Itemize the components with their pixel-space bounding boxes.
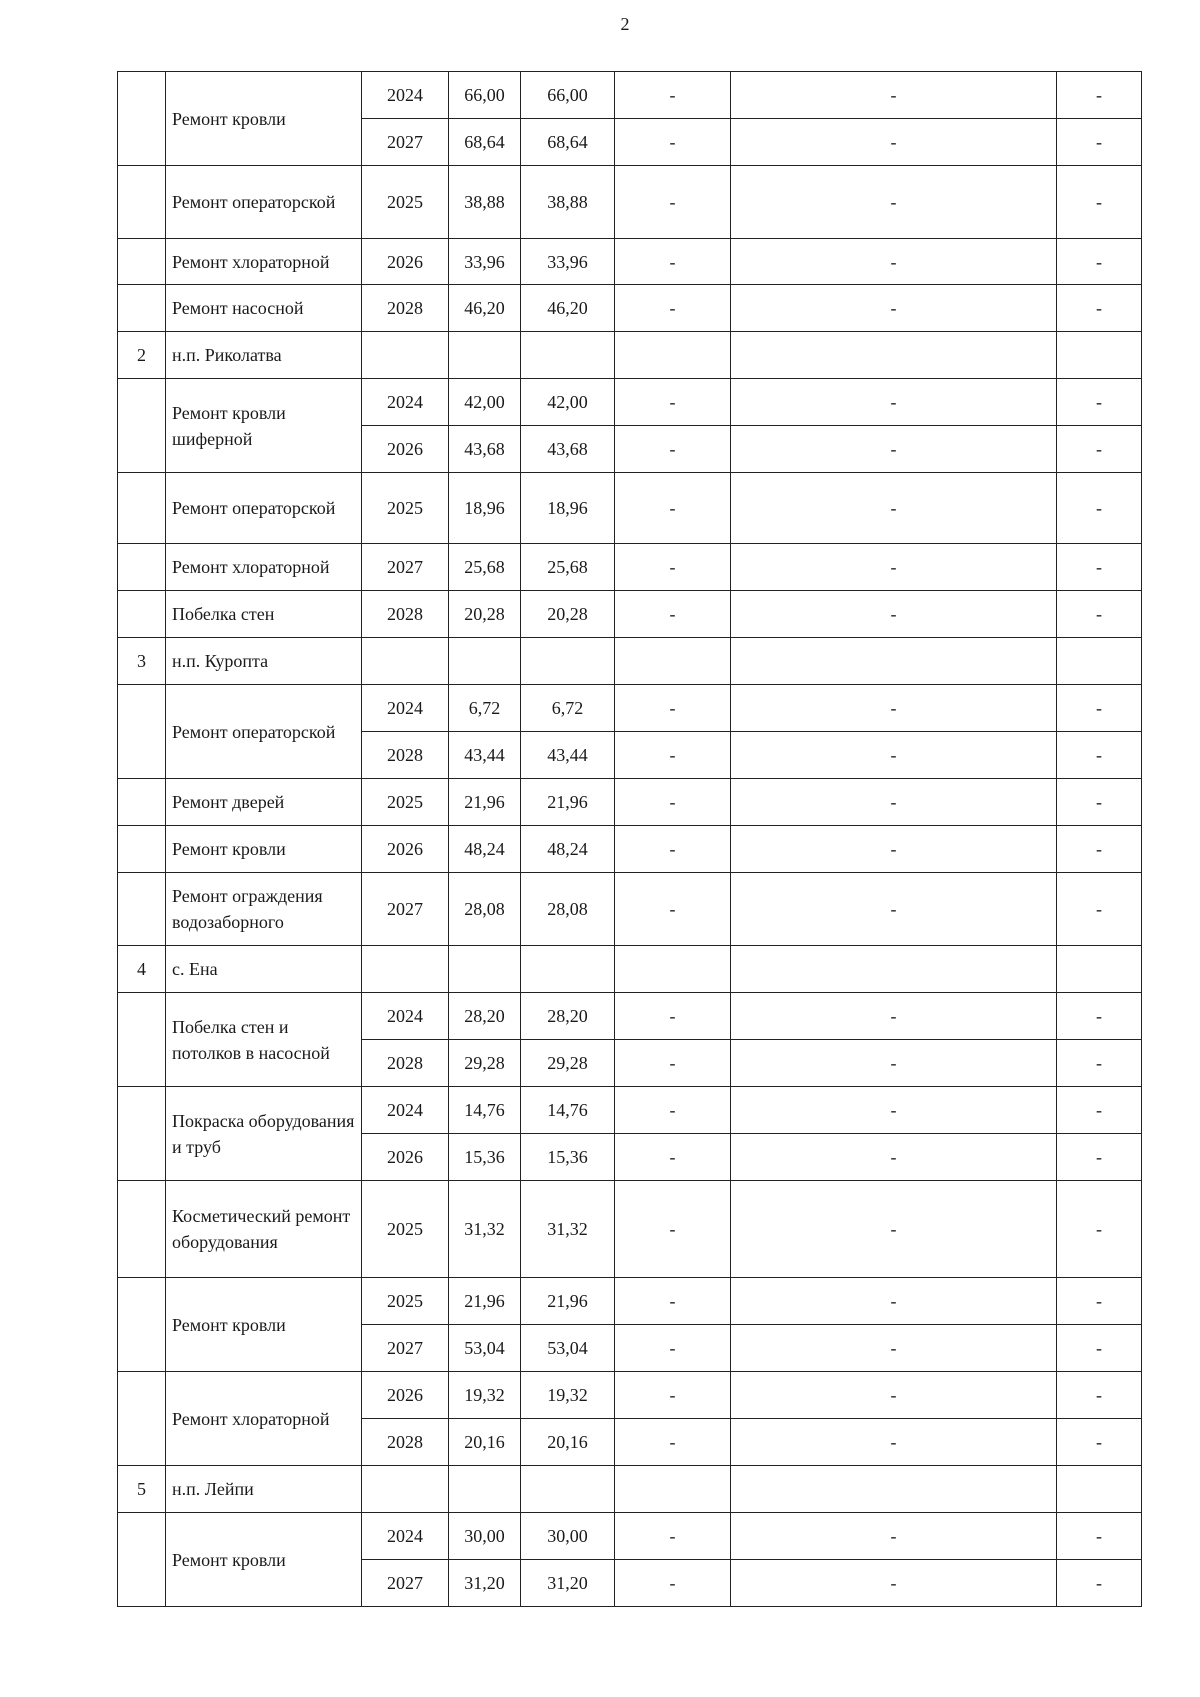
cost-total-cell: 42,00	[521, 379, 615, 426]
work-description: Ремонт операторской	[166, 166, 362, 239]
table-row	[118, 1372, 1142, 1419]
year-cell: 2025	[362, 779, 449, 826]
cost-total-cell: 30,00	[521, 1513, 615, 1560]
empty-cell	[615, 332, 731, 379]
empty-value-cell: -	[615, 119, 731, 166]
row-number	[118, 166, 166, 239]
row-number	[118, 239, 166, 285]
cost-cell: 48,24	[449, 826, 521, 873]
cost-cell: 31,32	[449, 1181, 521, 1278]
table-row	[118, 1513, 1142, 1560]
work-description: Ремонт хлораторной	[166, 239, 362, 285]
empty-value-cell: -	[615, 72, 731, 119]
year-cell: 2027	[362, 544, 449, 591]
empty-cell	[615, 946, 731, 993]
page-number: 2	[620, 14, 630, 34]
table-row	[118, 1087, 1142, 1134]
cost-cell: 18,96	[449, 473, 521, 544]
empty-value-cell: -	[1057, 426, 1142, 473]
year-cell: 2024	[362, 72, 449, 119]
empty-value-cell: -	[1057, 1181, 1142, 1278]
work-description: Ремонт хлораторной	[166, 1372, 362, 1466]
table-row	[118, 239, 1142, 285]
work-description: Ремонт кровли шиферной	[166, 379, 362, 473]
row-number: 4	[118, 946, 166, 993]
cost-cell: 43,44	[449, 732, 521, 779]
cost-total-cell: 20,28	[521, 591, 615, 638]
empty-cell	[362, 1466, 449, 1513]
empty-value-cell: -	[731, 685, 1057, 732]
empty-value-cell: -	[615, 993, 731, 1040]
cost-total-cell: 48,24	[521, 826, 615, 873]
settlement-name: н.п. Лейпи	[166, 1466, 362, 1513]
empty-value-cell: -	[615, 1560, 731, 1607]
empty-value-cell: -	[1057, 1560, 1142, 1607]
cost-total-cell: 31,20	[521, 1560, 615, 1607]
table-row	[118, 1181, 1142, 1278]
empty-value-cell: -	[731, 119, 1057, 166]
row-number	[118, 1372, 166, 1466]
empty-value-cell: -	[731, 544, 1057, 591]
empty-cell	[1057, 946, 1142, 993]
row-number: 3	[118, 638, 166, 685]
empty-value-cell: -	[615, 1513, 731, 1560]
empty-value-cell: -	[731, 826, 1057, 873]
cost-cell: 33,96	[449, 239, 521, 285]
empty-value-cell: -	[731, 1278, 1057, 1325]
cost-total-cell: 38,88	[521, 166, 615, 239]
year-cell: 2027	[362, 873, 449, 946]
cost-total-cell: 15,36	[521, 1134, 615, 1181]
empty-cell	[521, 1466, 615, 1513]
cost-cell: 30,00	[449, 1513, 521, 1560]
work-description: Ремонт кровли	[166, 72, 362, 166]
cost-cell: 6,72	[449, 685, 521, 732]
cost-cell: 38,88	[449, 166, 521, 239]
empty-value-cell: -	[1057, 1087, 1142, 1134]
empty-value-cell: -	[731, 732, 1057, 779]
empty-cell	[731, 946, 1057, 993]
cost-total-cell: 66,00	[521, 72, 615, 119]
empty-cell	[449, 332, 521, 379]
empty-value-cell: -	[1057, 1419, 1142, 1466]
empty-value-cell: -	[1057, 72, 1142, 119]
empty-value-cell: -	[1057, 685, 1142, 732]
row-number	[118, 993, 166, 1087]
empty-value-cell: -	[615, 1325, 731, 1372]
empty-value-cell: -	[731, 1181, 1057, 1278]
work-description: Ремонт кровли	[166, 826, 362, 873]
empty-value-cell: -	[615, 1087, 731, 1134]
cost-total-cell: 28,20	[521, 993, 615, 1040]
empty-value-cell: -	[1057, 1040, 1142, 1087]
empty-value-cell: -	[615, 1134, 731, 1181]
cost-total-cell: 28,08	[521, 873, 615, 946]
empty-value-cell: -	[615, 732, 731, 779]
empty-value-cell: -	[1057, 873, 1142, 946]
year-cell: 2026	[362, 1372, 449, 1419]
work-description: Ремонт хлораторной	[166, 544, 362, 591]
empty-value-cell: -	[1057, 732, 1142, 779]
empty-cell	[731, 1466, 1057, 1513]
empty-value-cell: -	[615, 873, 731, 946]
empty-value-cell: -	[615, 1181, 731, 1278]
empty-value-cell: -	[615, 285, 731, 332]
row-number	[118, 1513, 166, 1607]
row-number	[118, 826, 166, 873]
row-number	[118, 379, 166, 473]
table-body	[118, 72, 1142, 1607]
cost-cell: 68,64	[449, 119, 521, 166]
cost-total-cell: 14,76	[521, 1087, 615, 1134]
year-cell: 2024	[362, 1513, 449, 1560]
empty-cell	[731, 638, 1057, 685]
cost-cell: 28,08	[449, 873, 521, 946]
cost-cell: 15,36	[449, 1134, 521, 1181]
cost-cell: 21,96	[449, 779, 521, 826]
empty-cell	[521, 946, 615, 993]
cost-total-cell: 18,96	[521, 473, 615, 544]
row-number	[118, 685, 166, 779]
work-description: Покраска оборудования и труб	[166, 1087, 362, 1181]
row-number	[118, 1278, 166, 1372]
row-number	[118, 72, 166, 166]
empty-value-cell: -	[1057, 473, 1142, 544]
row-number	[118, 544, 166, 591]
row-number: 2	[118, 332, 166, 379]
work-description: Ремонт кровли	[166, 1278, 362, 1372]
section-row	[118, 946, 1142, 993]
year-cell: 2025	[362, 473, 449, 544]
empty-value-cell: -	[731, 473, 1057, 544]
year-cell: 2028	[362, 1419, 449, 1466]
empty-value-cell: -	[615, 826, 731, 873]
table-row	[118, 1278, 1142, 1325]
cost-cell: 28,20	[449, 993, 521, 1040]
empty-cell	[1057, 332, 1142, 379]
empty-value-cell: -	[731, 426, 1057, 473]
empty-value-cell: -	[731, 1325, 1057, 1372]
year-cell: 2027	[362, 119, 449, 166]
empty-value-cell: -	[615, 591, 731, 638]
empty-value-cell: -	[615, 1372, 731, 1419]
row-number: 5	[118, 1466, 166, 1513]
settlement-name: н.п. Куропта	[166, 638, 362, 685]
empty-value-cell: -	[615, 379, 731, 426]
year-cell: 2025	[362, 1181, 449, 1278]
empty-value-cell: -	[615, 1040, 731, 1087]
cost-cell: 66,00	[449, 72, 521, 119]
empty-value-cell: -	[731, 1372, 1057, 1419]
work-description: Ремонт операторской	[166, 685, 362, 779]
empty-value-cell: -	[1057, 1278, 1142, 1325]
cost-cell: 53,04	[449, 1325, 521, 1372]
empty-cell	[731, 332, 1057, 379]
year-cell: 2025	[362, 1278, 449, 1325]
work-description: Ремонт ограждения водозаборного	[166, 873, 362, 946]
table-row	[118, 591, 1142, 638]
empty-value-cell: -	[615, 779, 731, 826]
cost-cell: 43,68	[449, 426, 521, 473]
empty-cell	[449, 638, 521, 685]
empty-cell	[1057, 638, 1142, 685]
table-row	[118, 544, 1142, 591]
empty-cell	[1057, 1466, 1142, 1513]
work-description: Ремонт насосной	[166, 285, 362, 332]
cost-total-cell: 21,96	[521, 779, 615, 826]
empty-value-cell: -	[731, 379, 1057, 426]
cost-total-cell: 33,96	[521, 239, 615, 285]
row-number	[118, 473, 166, 544]
empty-cell	[362, 638, 449, 685]
empty-value-cell: -	[731, 1560, 1057, 1607]
empty-value-cell: -	[731, 239, 1057, 285]
year-cell: 2024	[362, 685, 449, 732]
maintenance-budget-table	[117, 71, 1142, 1607]
year-cell: 2024	[362, 379, 449, 426]
table-row	[118, 473, 1142, 544]
cost-total-cell: 6,72	[521, 685, 615, 732]
row-number	[118, 779, 166, 826]
empty-value-cell: -	[731, 591, 1057, 638]
table-row	[118, 779, 1142, 826]
row-number	[118, 591, 166, 638]
cost-total-cell: 20,16	[521, 1419, 615, 1466]
year-cell: 2028	[362, 1040, 449, 1087]
empty-value-cell: -	[615, 473, 731, 544]
empty-cell	[362, 946, 449, 993]
year-cell: 2027	[362, 1325, 449, 1372]
section-row	[118, 638, 1142, 685]
cost-total-cell: 29,28	[521, 1040, 615, 1087]
empty-value-cell: -	[615, 1419, 731, 1466]
empty-value-cell: -	[731, 873, 1057, 946]
table-row	[118, 873, 1142, 946]
empty-value-cell: -	[731, 1040, 1057, 1087]
cost-cell: 42,00	[449, 379, 521, 426]
empty-value-cell: -	[615, 544, 731, 591]
empty-value-cell: -	[1057, 544, 1142, 591]
empty-value-cell: -	[1057, 166, 1142, 239]
settlement-name: н.п. Риколатва	[166, 332, 362, 379]
empty-value-cell: -	[615, 166, 731, 239]
year-cell: 2026	[362, 239, 449, 285]
cost-cell: 14,76	[449, 1087, 521, 1134]
work-description: Побелка стен	[166, 591, 362, 638]
cost-cell: 29,28	[449, 1040, 521, 1087]
empty-value-cell: -	[1057, 1513, 1142, 1560]
cost-total-cell: 43,44	[521, 732, 615, 779]
table-row	[118, 826, 1142, 873]
work-description: Побелка стен и потолков в насосной	[166, 993, 362, 1087]
empty-cell	[449, 946, 521, 993]
section-row	[118, 1466, 1142, 1513]
empty-value-cell: -	[731, 166, 1057, 239]
empty-value-cell: -	[1057, 993, 1142, 1040]
cost-total-cell: 43,68	[521, 426, 615, 473]
settlement-name: с. Ена	[166, 946, 362, 993]
table-row	[118, 379, 1142, 426]
cost-total-cell: 46,20	[521, 285, 615, 332]
cost-cell: 20,16	[449, 1419, 521, 1466]
year-cell: 2025	[362, 166, 449, 239]
section-row	[118, 332, 1142, 379]
cost-total-cell: 68,64	[521, 119, 615, 166]
empty-cell	[521, 332, 615, 379]
empty-value-cell: -	[731, 1087, 1057, 1134]
empty-value-cell: -	[1057, 779, 1142, 826]
empty-value-cell: -	[731, 779, 1057, 826]
cost-total-cell: 31,32	[521, 1181, 615, 1278]
empty-value-cell: -	[1057, 119, 1142, 166]
empty-value-cell: -	[731, 1134, 1057, 1181]
year-cell: 2027	[362, 1560, 449, 1607]
cost-total-cell: 53,04	[521, 1325, 615, 1372]
year-cell: 2028	[362, 591, 449, 638]
row-number	[118, 1181, 166, 1278]
empty-cell	[449, 1466, 521, 1513]
cost-cell: 21,96	[449, 1278, 521, 1325]
empty-cell	[615, 638, 731, 685]
row-number	[118, 873, 166, 946]
work-description: Косметический ремонт оборудования	[166, 1181, 362, 1278]
work-description: Ремонт операторской	[166, 473, 362, 544]
empty-value-cell: -	[615, 426, 731, 473]
empty-value-cell: -	[1057, 1134, 1142, 1181]
year-cell: 2028	[362, 285, 449, 332]
empty-value-cell: -	[1057, 379, 1142, 426]
empty-cell	[521, 638, 615, 685]
empty-value-cell: -	[1057, 285, 1142, 332]
cost-total-cell: 19,32	[521, 1372, 615, 1419]
empty-value-cell: -	[731, 285, 1057, 332]
work-description: Ремонт дверей	[166, 779, 362, 826]
empty-value-cell: -	[615, 685, 731, 732]
row-number	[118, 285, 166, 332]
empty-cell	[615, 1466, 731, 1513]
empty-value-cell: -	[731, 993, 1057, 1040]
empty-value-cell: -	[731, 1513, 1057, 1560]
cost-cell: 25,68	[449, 544, 521, 591]
table-row	[118, 685, 1142, 732]
year-cell: 2028	[362, 732, 449, 779]
table-row	[118, 72, 1142, 119]
table-row	[118, 285, 1142, 332]
cost-cell: 46,20	[449, 285, 521, 332]
table-row	[118, 166, 1142, 239]
year-cell: 2026	[362, 426, 449, 473]
year-cell: 2026	[362, 826, 449, 873]
empty-value-cell: -	[1057, 1325, 1142, 1372]
year-cell: 2024	[362, 993, 449, 1040]
empty-value-cell: -	[615, 239, 731, 285]
year-cell: 2024	[362, 1087, 449, 1134]
empty-value-cell: -	[1057, 591, 1142, 638]
year-cell: 2026	[362, 1134, 449, 1181]
empty-value-cell: -	[1057, 1372, 1142, 1419]
empty-value-cell: -	[1057, 826, 1142, 873]
cost-cell: 31,20	[449, 1560, 521, 1607]
empty-value-cell: -	[615, 1278, 731, 1325]
table-row	[118, 993, 1142, 1040]
cost-cell: 19,32	[449, 1372, 521, 1419]
empty-value-cell: -	[731, 72, 1057, 119]
empty-value-cell: -	[731, 1419, 1057, 1466]
work-description: Ремонт кровли	[166, 1513, 362, 1607]
cost-cell: 20,28	[449, 591, 521, 638]
row-number	[118, 1087, 166, 1181]
cost-total-cell: 25,68	[521, 544, 615, 591]
cost-total-cell: 21,96	[521, 1278, 615, 1325]
empty-cell	[362, 332, 449, 379]
empty-value-cell: -	[1057, 239, 1142, 285]
